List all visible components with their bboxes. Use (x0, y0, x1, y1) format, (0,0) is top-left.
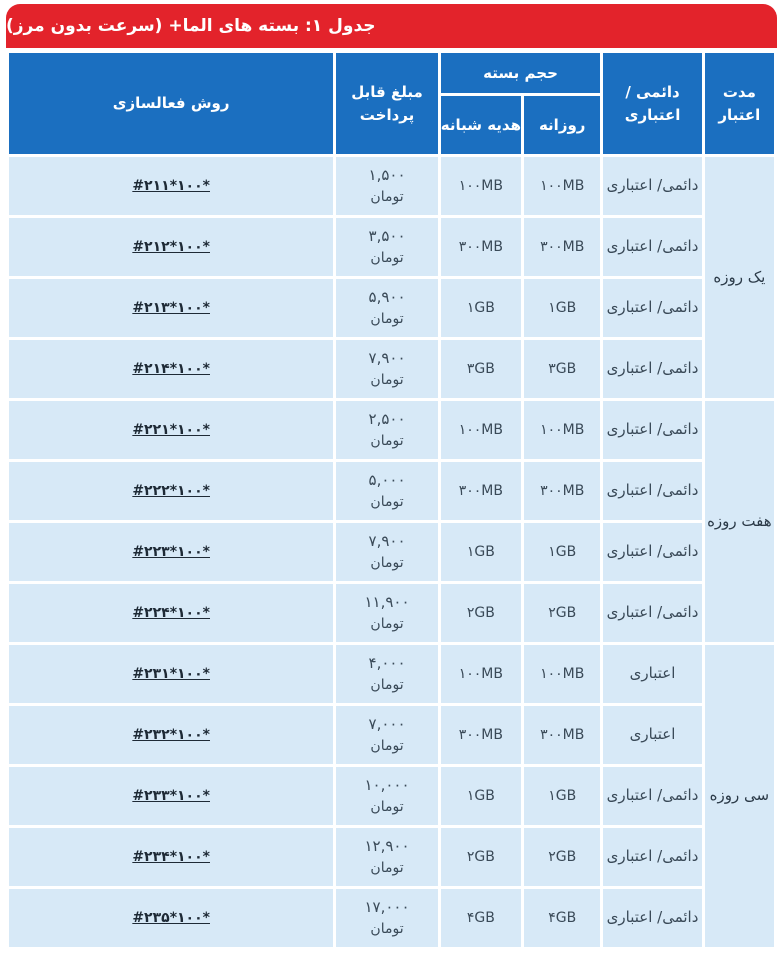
type-cell (603, 584, 701, 642)
price-cell (336, 889, 437, 947)
type-cell-text: اعتباری (629, 664, 676, 683)
price-unit: تومان (370, 676, 404, 693)
type-cell-text: دائمی/ اعتباری (606, 908, 699, 927)
night-volume-cell (441, 340, 521, 398)
type-cell-text: دائمی/ اعتباری (606, 298, 699, 317)
type-cell-text: اعتباری (629, 725, 676, 744)
price-unit: تومان (370, 371, 404, 388)
activation-cell (9, 218, 333, 276)
price-unit: تومان (370, 249, 404, 266)
table-title-text: جدول ۱: بسته های الما+ (سرعت بدون مرز) (6, 16, 376, 36)
activation-code-link[interactable]: #۲۳۱*۱۰۰* (132, 666, 210, 683)
night-volume-cell (441, 218, 521, 276)
night-volume-cell-text: ۳۰۰MB (458, 239, 503, 256)
activation-code-link[interactable]: #۲۳۳*۱۰۰* (132, 788, 210, 805)
activation-code-link[interactable]: #۲۲۴*۱۰۰* (132, 605, 210, 622)
night-volume-cell (441, 584, 521, 642)
price-unit: تومان (370, 615, 404, 632)
night-volume-cell (441, 889, 521, 947)
table-row (9, 584, 774, 642)
header-volume: حجم بسته (441, 53, 601, 93)
table-row (9, 523, 774, 581)
daily-volume-cell-text: ۳۰۰MB (540, 727, 585, 744)
type-cell-text: دائمی/ اعتباری (606, 542, 699, 561)
activation-code-link[interactable]: #۲۱۲*۱۰۰* (132, 239, 210, 256)
night-volume-cell-text: ۱۰۰MB (458, 666, 503, 683)
night-volume-cell-text: ۳۰۰MB (458, 483, 503, 500)
daily-volume-cell-text: ۱۰۰MB (540, 666, 585, 683)
activation-code-link[interactable]: #۲۳۴*۱۰۰* (132, 849, 210, 866)
table-row (9, 279, 774, 337)
price-unit: تومان (370, 188, 404, 205)
price-cell (336, 157, 437, 215)
activation-cell (9, 401, 333, 459)
activation-cell (9, 584, 333, 642)
activation-code-link[interactable]: #۲۳۵*۱۰۰* (132, 910, 210, 927)
header-duration: مدت اعتبار (705, 53, 774, 154)
activation-cell (9, 340, 333, 398)
daily-volume-cell (524, 706, 600, 764)
type-cell (603, 523, 701, 581)
night-volume-cell-text: ۲GB (466, 849, 495, 866)
activation-code-link[interactable]: #۲۲۲*۱۰۰* (132, 483, 210, 500)
table-row (9, 828, 774, 886)
price-cell (336, 462, 437, 520)
price-amount: ۲,۵۰۰ (368, 409, 406, 428)
activation-code-link[interactable]: #۲۳۲*۱۰۰* (132, 727, 210, 744)
activation-cell (9, 462, 333, 520)
price-unit: تومان (370, 798, 404, 815)
type-cell (603, 645, 701, 703)
price-unit: تومان (370, 432, 404, 449)
daily-volume-cell-text: ۱GB (548, 788, 577, 805)
price-cell (336, 706, 437, 764)
header-type: دائمی / اعتباری (603, 53, 701, 154)
activation-cell (9, 706, 333, 764)
night-volume-cell (441, 706, 521, 764)
price-cell (336, 584, 437, 642)
price-cell (336, 279, 437, 337)
daily-volume-cell (524, 767, 600, 825)
price-unit: تومان (370, 859, 404, 876)
duration-cell: یک روزه (705, 157, 774, 398)
table-header (9, 53, 774, 154)
activation-code-link[interactable]: #۲۱۳*۱۰۰* (132, 300, 210, 317)
table-row (9, 340, 774, 398)
type-cell (603, 706, 701, 764)
activation-code-link[interactable]: #۲۱۱*۱۰۰* (132, 178, 210, 195)
table-row (9, 889, 774, 947)
price-amount: ۷,۹۰۰ (368, 348, 406, 367)
night-volume-cell (441, 523, 521, 581)
night-volume-cell (441, 462, 521, 520)
activation-cell (9, 279, 333, 337)
table-row (9, 767, 774, 825)
price-unit: تومان (370, 310, 404, 327)
duration-cell: سی روزه (705, 645, 774, 947)
night-volume-cell (441, 401, 521, 459)
type-cell-text: دائمی/ اعتباری (606, 847, 699, 866)
price-unit: تومان (370, 493, 404, 510)
night-volume-cell-text: ۴GB (466, 910, 495, 927)
night-volume-cell-text: ۱GB (466, 788, 495, 805)
activation-cell (9, 889, 333, 947)
price-cell (336, 828, 437, 886)
price-amount: ۵,۰۰۰ (368, 470, 406, 489)
header-price: مبلغ قابل پرداخت (336, 53, 437, 154)
daily-volume-cell-text: ۲GB (548, 605, 577, 622)
type-cell-text: دائمی/ اعتباری (606, 420, 699, 439)
package-table (6, 50, 777, 950)
night-volume-cell (441, 767, 521, 825)
header-daily: روزانه (524, 96, 600, 154)
type-cell (603, 401, 701, 459)
night-volume-cell (441, 279, 521, 337)
night-volume-cell-text: ۱۰۰MB (458, 422, 503, 439)
daily-volume-cell (524, 462, 600, 520)
daily-volume-cell (524, 340, 600, 398)
activation-cell (9, 828, 333, 886)
price-amount: ۷,۹۰۰ (368, 531, 406, 550)
daily-volume-cell-text: ۱GB (548, 300, 577, 317)
price-amount: ۷,۰۰۰ (368, 714, 406, 733)
daily-volume-cell-text: ۱۰۰MB (540, 422, 585, 439)
table-body (9, 157, 774, 947)
price-amount: ۱۱,۹۰۰ (364, 592, 410, 611)
type-cell-text: دائمی/ اعتباری (606, 603, 699, 622)
type-cell (603, 157, 701, 215)
price-cell (336, 401, 437, 459)
price-amount: ۱۲,۹۰۰ (364, 836, 410, 855)
activation-cell (9, 157, 333, 215)
price-cell (336, 767, 437, 825)
type-cell-text: دائمی/ اعتباری (606, 176, 699, 195)
daily-volume-cell-text: ۳GB (548, 361, 577, 378)
activation-cell (9, 523, 333, 581)
price-cell (336, 523, 437, 581)
table-title (6, 4, 777, 48)
type-cell-text: دائمی/ اعتباری (606, 359, 699, 378)
night-volume-cell (441, 645, 521, 703)
night-volume-cell-text: ۳GB (466, 361, 495, 378)
daily-volume-cell (524, 279, 600, 337)
price-cell (336, 645, 437, 703)
type-cell (603, 828, 701, 886)
daily-volume-cell (524, 157, 600, 215)
activation-code-link[interactable]: #۲۲۳*۱۰۰* (132, 544, 210, 561)
daily-volume-cell-text: ۱۰۰MB (540, 178, 585, 195)
night-volume-cell-text: ۱GB (466, 544, 495, 561)
type-cell (603, 889, 701, 947)
daily-volume-cell (524, 645, 600, 703)
price-amount: ۵,۹۰۰ (368, 287, 406, 306)
night-volume-cell (441, 828, 521, 886)
table-row (9, 645, 774, 703)
night-volume-cell (441, 157, 521, 215)
table-row (9, 462, 774, 520)
type-cell-text: دائمی/ اعتباری (606, 481, 699, 500)
activation-cell (9, 645, 333, 703)
daily-volume-cell-text: ۴GB (548, 910, 577, 927)
night-volume-cell-text: ۲GB (466, 605, 495, 622)
price-amount: ۴,۰۰۰ (368, 653, 406, 672)
activation-code-link[interactable]: #۲۱۴*۱۰۰* (132, 361, 210, 378)
price-cell (336, 218, 437, 276)
daily-volume-cell-text: ۳۰۰MB (540, 239, 585, 256)
header-night-gift: هدیه شبانه (441, 96, 521, 154)
price-amount: ۱۰,۰۰۰ (364, 775, 410, 794)
type-cell (603, 767, 701, 825)
price-cell (336, 340, 437, 398)
package-table-frame (6, 4, 777, 977)
daily-volume-cell (524, 828, 600, 886)
daily-volume-cell-text: ۳۰۰MB (540, 483, 585, 500)
price-amount: ۱۷,۰۰۰ (364, 897, 410, 916)
table-row (9, 401, 774, 459)
table-row (9, 706, 774, 764)
night-volume-cell-text: ۱۰۰MB (458, 178, 503, 195)
table-row (9, 218, 774, 276)
price-unit: تومان (370, 554, 404, 571)
activation-cell (9, 767, 333, 825)
daily-volume-cell-text: ۲GB (548, 849, 577, 866)
daily-volume-cell (524, 523, 600, 581)
table-row (9, 157, 774, 215)
price-unit: تومان (370, 737, 404, 754)
night-volume-cell-text: ۳۰۰MB (458, 727, 503, 744)
type-cell (603, 279, 701, 337)
daily-volume-cell-text: ۱GB (548, 544, 577, 561)
duration-cell: هفت روزه (705, 401, 774, 642)
night-volume-cell-text: ۱GB (466, 300, 495, 317)
daily-volume-cell (524, 889, 600, 947)
price-amount: ۳,۵۰۰ (368, 226, 406, 245)
type-cell (603, 218, 701, 276)
price-amount: ۱,۵۰۰ (368, 165, 406, 184)
header-activation: روش فعالسازی (9, 53, 333, 154)
activation-code-link[interactable]: #۲۲۱*۱۰۰* (132, 422, 210, 439)
type-cell-text: دائمی/ اعتباری (606, 237, 699, 256)
type-cell (603, 462, 701, 520)
daily-volume-cell (524, 218, 600, 276)
daily-volume-cell (524, 401, 600, 459)
daily-volume-cell (524, 584, 600, 642)
type-cell-text: دائمی/ اعتباری (606, 786, 699, 805)
price-unit: تومان (370, 920, 404, 937)
type-cell (603, 340, 701, 398)
